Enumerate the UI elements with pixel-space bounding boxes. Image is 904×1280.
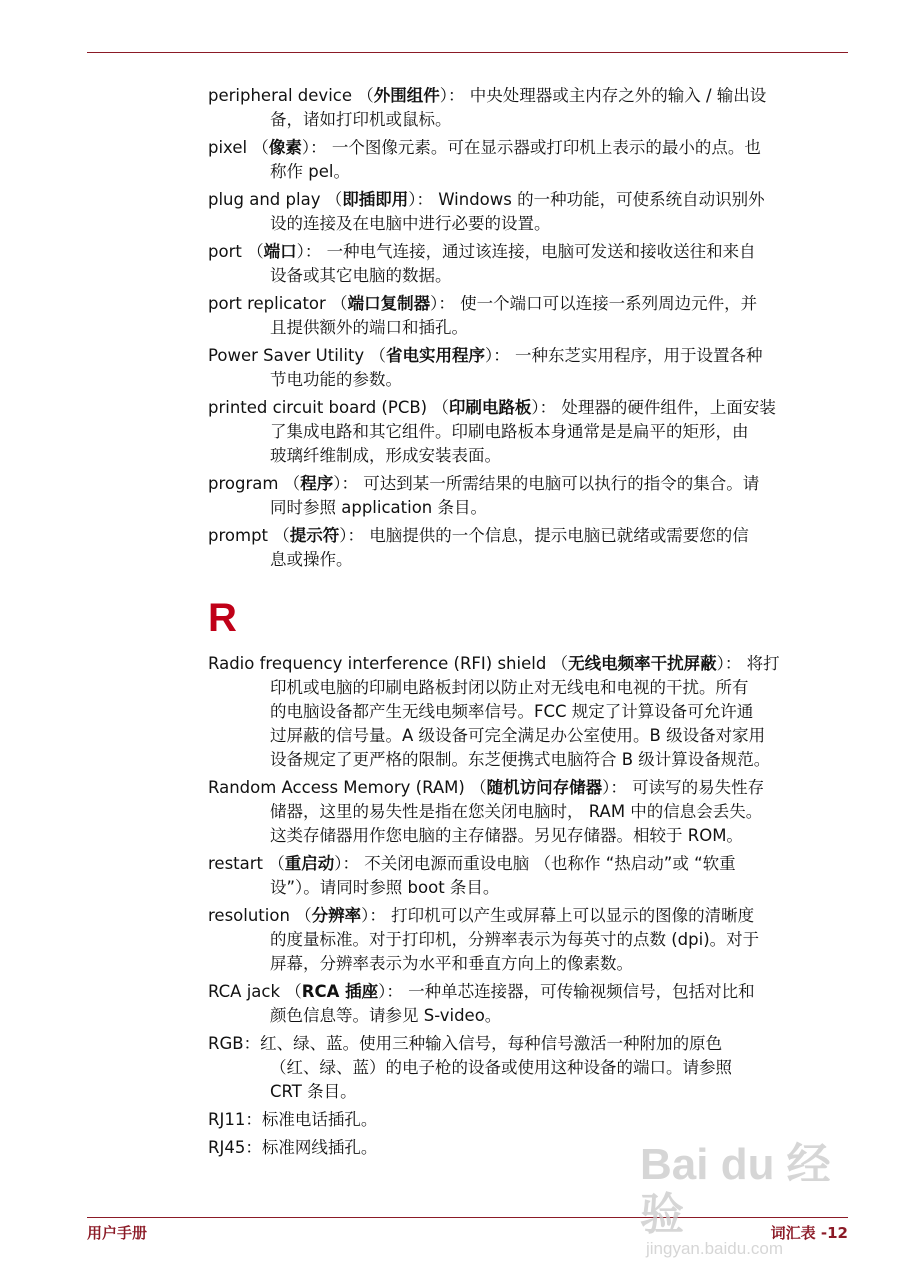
entry-chinese-term: 程序 xyxy=(300,474,334,493)
entry-continuation-line: 节电功能的参数。 xyxy=(270,370,402,389)
entry-continuation-line: CRT 条目。 xyxy=(270,1082,357,1101)
entry-first-line: program （程序）： 可达到某一所需结果的电脑可以执行的指令的集合。请 xyxy=(208,474,760,493)
watermark-url: jingyan.baidu.com xyxy=(646,1239,784,1258)
glossary-entry xyxy=(208,240,853,288)
entry-term: RJ45： xyxy=(208,1138,262,1157)
entry-continuation-line: 的度量标准。对于打印机，分辨率表示为每英寸的点数 (dpi)。对于 xyxy=(270,930,760,949)
entry-first-line: printed circuit board (PCB) （印刷电路板）： 处理器的硬件组件，上面安装 xyxy=(208,398,776,417)
entry-continuation-line: 这类存储器用作您电脑的主存储器。另见存储器。相较于 ROM。 xyxy=(270,826,743,845)
entry-definition: 不关闭电源而重设电脑 （也称作 “热启动”或 “软重 xyxy=(364,854,736,873)
entry-first-line: Random Access Memory (RAM) （随机访问存储器）： 可读写的易失性存 xyxy=(208,778,765,797)
entry-chinese-term: 随机访问存储器 xyxy=(486,778,603,797)
glossary-entry xyxy=(208,344,853,392)
entry-term: peripheral device xyxy=(208,86,352,105)
entry-chinese-term: 外围组件 xyxy=(373,86,440,105)
glossary-entry xyxy=(208,292,853,340)
entry-first-line: port （端口）： 一种电气连接，通过该连接，电脑可发送和接收送往和来自 xyxy=(208,242,756,261)
watermark-logo: Bai du 经验 xyxy=(640,1140,831,1239)
glossary-entry xyxy=(208,652,853,772)
entry-definition: 一种东芝实用程序，用于设置各种 xyxy=(514,346,763,365)
entry-definition: Windows 的一种功能，可使系统自动识别外 xyxy=(438,190,765,209)
entry-definition: 标准电话插孔。 xyxy=(261,1110,378,1129)
entry-continuation-line: 了集成电路和其它组件。印刷电路板本身通常是是扁平的矩形，由 xyxy=(270,422,749,441)
entry-term: Radio frequency interference (RFI) shield xyxy=(208,654,547,673)
entry-definition: 可达到某一所需结果的电脑可以执行的指令的集合。请 xyxy=(363,474,760,493)
glossary-section-r xyxy=(208,652,853,1164)
entry-term: program xyxy=(208,474,279,493)
entry-continuation-line: 储器，这里的易失性是指在您关闭电脑时， RAM 中的信息会丢失。 xyxy=(270,802,763,821)
entry-continuation-line: 称作 pel。 xyxy=(270,162,350,181)
glossary-section-p xyxy=(208,84,853,576)
glossary-entry xyxy=(208,472,853,520)
entry-chinese-term: 端口复制器 xyxy=(347,294,431,313)
entry-term: resolution xyxy=(208,906,290,925)
entry-definition: 中央处理器或主内存之外的输入 / 输出设 xyxy=(469,86,767,105)
entry-continuation-line: 息或操作。 xyxy=(270,550,353,569)
entry-first-line: RCA jack （RCA 插座）： 一种单芯连接器，可传输视频信号，包括对比和 xyxy=(208,982,755,1001)
entry-first-line: pixel （像素）： 一个图像元素。可在显示器或打印机上表示的最小的点。也 xyxy=(208,138,761,157)
entry-definition: 使一个端口可以连接一系列周边元件，并 xyxy=(460,294,758,313)
entry-chinese-term: 提示符 xyxy=(289,526,340,545)
entry-continuation-line: 备，诸如打印机或鼠标。 xyxy=(270,110,452,129)
entry-continuation-line: 的电脑设备都产生无线电频率信号。FCC 规定了计算设备可允许通 xyxy=(270,702,754,721)
entry-chinese-term: 端口 xyxy=(263,242,297,261)
section-heading-r: R xyxy=(208,596,237,640)
entry-first-line: resolution （分辨率）： 打印机可以产生或屏幕上可以显示的图像的清晰度 xyxy=(208,906,755,925)
glossary-entry xyxy=(208,852,853,900)
entry-chinese-term: 像素 xyxy=(268,138,302,157)
entry-continuation-line: 设备规定了更严格的限制。东芝便携式电脑符合 B 级计算设备规范。 xyxy=(270,750,771,769)
glossary-entry xyxy=(208,136,853,184)
glossary-entry xyxy=(208,776,853,848)
entry-first-line: peripheral device （外围组件）： 中央处理器或主内存之外的输入 / 输出设 xyxy=(208,86,767,105)
entry-definition: 红、绿、蓝。使用三种输入信号，每种信号激活一种附加的原色 xyxy=(260,1034,723,1053)
entry-first-line: restart （重启动）： 不关闭电源而重设电脑 （也称作 “热启动”或 “软重 xyxy=(208,854,736,873)
header-rule xyxy=(87,52,848,53)
entry-chinese-term: 即插即用 xyxy=(342,190,409,209)
entry-continuation-line: 印机或电脑的印刷电路板封闭以防止对无线电和电视的干扰。所有 xyxy=(270,678,749,697)
entry-continuation-line: 设的连接及在电脑中进行必要的设置。 xyxy=(270,214,551,233)
entry-definition: 一个图像元素。可在显示器或打印机上表示的最小的点。也 xyxy=(331,138,761,157)
entry-term: plug and play xyxy=(208,190,321,209)
entry-chinese-term: 省电实用程序 xyxy=(385,346,485,365)
glossary-entry xyxy=(208,980,853,1028)
entry-continuation-line: 玻璃纤维制成，形成安装表面。 xyxy=(270,446,501,465)
entry-term: printed circuit board (PCB) xyxy=(208,398,428,417)
entry-definition: 打印机可以产生或屏幕上可以显示的图像的清晰度 xyxy=(391,906,755,925)
entry-continuation-line: 设”）。请同时参照 boot 条目。 xyxy=(270,878,500,897)
glossary-entry xyxy=(208,396,853,468)
entry-term: port xyxy=(208,242,242,261)
entry-term: RGB： xyxy=(208,1034,261,1053)
glossary-entry xyxy=(208,84,853,132)
entry-definition: 标准网线插孔。 xyxy=(261,1138,378,1157)
entry-chinese-term: 印刷电路板 xyxy=(448,398,532,417)
entry-first-line: Radio frequency interference (RFI) shield （无线电频率干扰屏蔽）： 将打 xyxy=(208,654,780,673)
footer-page-number: 词汇表 -12 xyxy=(770,1224,848,1242)
glossary-entry xyxy=(208,524,853,572)
glossary-entry xyxy=(208,1032,853,1104)
entry-continuation-line: 过屏蔽的信号量。A 级设备可完全满足办公室使用。B 级设备对家用 xyxy=(270,726,766,745)
entry-definition: 将打 xyxy=(746,654,780,673)
entry-term: Random Access Memory (RAM) xyxy=(208,778,465,797)
entry-term: restart xyxy=(208,854,264,873)
entry-continuation-line: 且提供额外的端口和插孔。 xyxy=(270,318,468,337)
entry-continuation-line: 颜色信息等。请参见 S-video。 xyxy=(270,1006,502,1025)
glossary-entry xyxy=(208,904,853,976)
entry-term: pixel xyxy=(208,138,248,157)
entry-continuation-line: 设备或其它电脑的数据。 xyxy=(270,266,452,285)
entry-first-line: plug and play （即插即用）： Windows 的一种功能，可使系统自动识别外 xyxy=(208,190,765,209)
entry-chinese-term: RCA 插座 xyxy=(301,982,379,1001)
entry-term: prompt xyxy=(208,526,269,545)
entry-definition: 电脑提供的一个信息，提示电脑已就绪或需要您的信 xyxy=(369,526,749,545)
entry-definition: 处理器的硬件组件，上面安装 xyxy=(561,398,776,417)
entry-first-line xyxy=(208,1108,853,1132)
glossary-entry xyxy=(208,1108,853,1132)
entry-term: Power Saver Utility xyxy=(208,346,365,365)
entry-continuation-line: 屏幕，分辨率表示为水平和垂直方向上的像素数。 xyxy=(270,954,633,973)
footer-manual-title: 用户手册 xyxy=(87,1224,148,1242)
entry-chinese-term: 重启动 xyxy=(284,854,335,873)
entry-definition: 一种单芯连接器，可传输视频信号，包括对比和 xyxy=(408,982,755,1001)
entry-continuation-line: 同时参照 application 条目。 xyxy=(270,498,488,517)
entry-definition: 一种电气连接，通过该连接，电脑可发送和接收送往和来自 xyxy=(326,242,756,261)
entry-chinese-term: 分辨率 xyxy=(311,906,362,925)
entry-chinese-term: 无线电频率干扰屏蔽 xyxy=(568,654,717,673)
entry-first-line xyxy=(208,1032,853,1056)
glossary-entry xyxy=(208,188,853,236)
entry-term: port replicator xyxy=(208,294,326,313)
entry-first-line: port replicator （端口复制器）： 使一个端口可以连接一系列周边元件，并 xyxy=(208,294,758,313)
entry-definition: 可读写的易失性存 xyxy=(632,778,765,797)
entry-first-line: prompt （提示符）： 电脑提供的一个信息，提示电脑已就绪或需要您的信 xyxy=(208,526,749,545)
entry-first-line: Power Saver Utility （省电实用程序）： 一种东芝实用程序，用于设置各种 xyxy=(208,346,763,365)
entry-term: RCA jack xyxy=(208,982,281,1001)
entry-term: RJ11： xyxy=(208,1110,262,1129)
entry-continuation-line: （红、绿、蓝）的电子枪的设备或使用这种设备的端口。请参照 xyxy=(270,1058,732,1077)
